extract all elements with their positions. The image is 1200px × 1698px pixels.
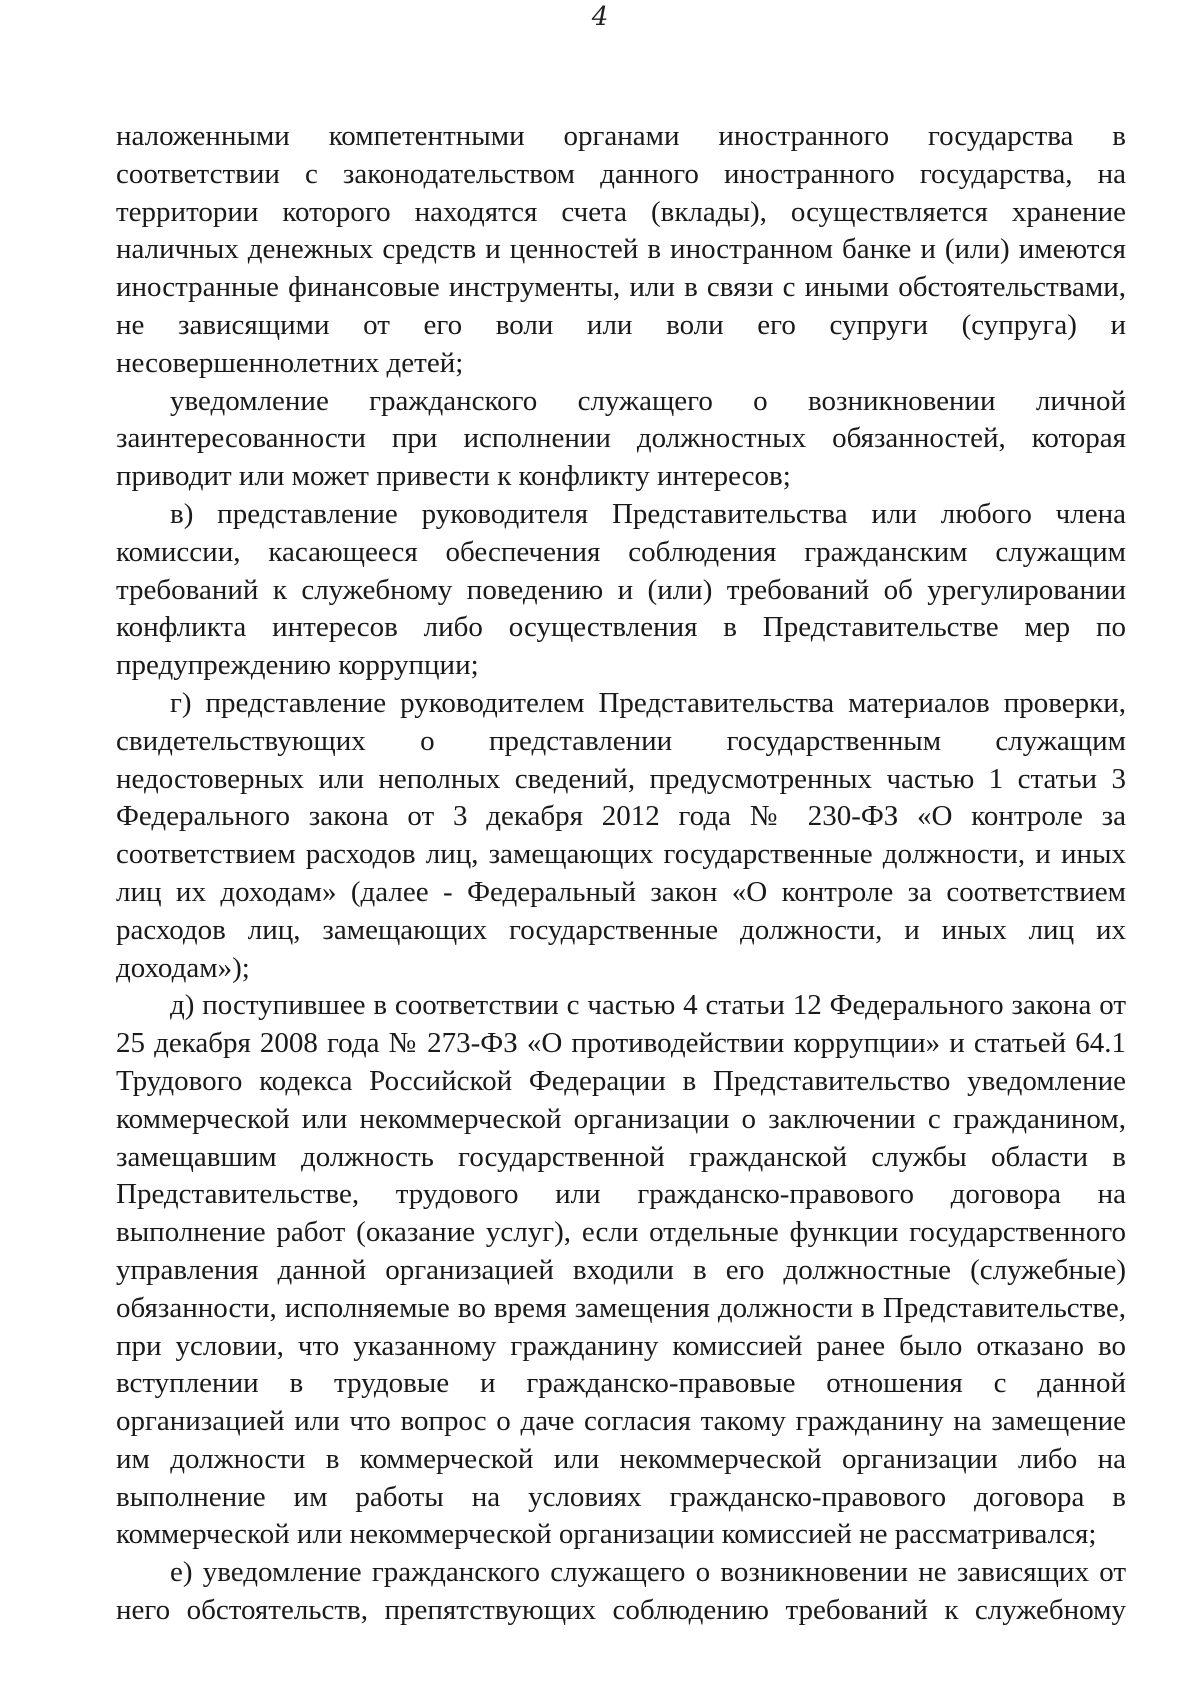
paragraph-notification-personal-interest: уведомление гражданского служащего о возникновении личной заинтересованности при исполнении должностных обязанностей, которая приводит или может привести к конфликту интересов;: [116, 384, 1126, 493]
document-body: [116, 118, 1126, 1630]
paragraph-item-g: г) представление руководителем Представительства материалов проверки, свидетельствующих о представлении государственным служащим недостоверных или неполных сведений, предусмотренных частью 1 статьи 3 Федерального закона от 3 декабря 2012 года № 230-ФЗ «О контроле за соответствием расходов лиц, замещающих государственные должности, и иных лиц их доходам» (далее - Федеральный закон «О контроле за соответствием расходов лиц, замещающих государственные должности, и иных лиц их доходам»);: [116, 686, 1126, 984]
paragraph-item-v: в) представление руководителя Представительства или любого члена комиссии, касающееся обеспечения соблюдения гражданским служащим требований к служебному поведению и (или) требований об урегулировании конфликта интересов либо осуществления в Представительстве мер по предупреждению коррупции;: [116, 497, 1126, 682]
paragraph-item-e: е) уведомление гражданского служащего о возникновении не зависящих от него обстоятельств, препятствующих соблюдению требований к служебному: [116, 1556, 1126, 1627]
page-number: 4: [591, 2, 609, 32]
paragraph-continuation: наложенными компетентными органами иностранного государства в соответствии с законодательством данного иностранного государства, на территории которого находятся счета (вклады), осуществляется хранение наличных денежных средств и ценностей в иностранном банке и (или) имеются иностранные финансовые инструменты, или в связи с иными обстоятельствами, не зависящими от его воли или воли его супруги (супруга) и несовершеннолетних детей;: [116, 120, 1126, 379]
paragraph-item-d: д) поступившее в соответствии с частью 4 статьи 12 Федерального закона от 25 декабря 2008 года № 273-ФЗ «О противодействии коррупции» и статьей 64.1 Трудового кодекса Российской Федерации в Представительство уведомление коммерческой или некоммерческой организации о заключении с гражданином, замещавшим должность государственной гражданской службы области в Представительстве, трудового или гражданско-правового договора на выполнение работ (оказание услуг), если отдельные функции государственного управления данной организацией входили в его должностные (служебные) обязанности, исполняемые во время замещения должности в Представительстве, при условии, что указанному гражданину комиссией ранее было отказано во вступлении в трудовые и гражданско-правовые отношения с данной организацией или что вопрос о даче согласия такому гражданину на замещение им должности в коммерческой или некоммерческой организации либо на выполнение им работы на условиях гражданско-правового договора в коммерческой или некоммерческой организации комиссией не рассматривался;: [116, 989, 1126, 1551]
